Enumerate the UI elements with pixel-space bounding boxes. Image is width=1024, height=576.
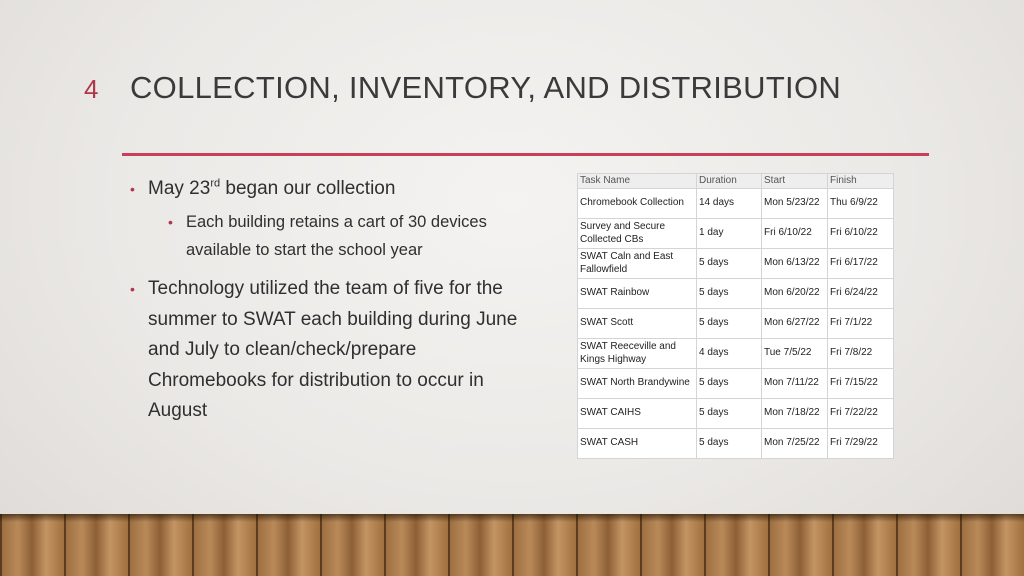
finish-cell: Fri 7/15/22 (828, 368, 894, 398)
header-start: Start (762, 174, 828, 189)
bullet-item (128, 174, 528, 204)
bullet-item (128, 274, 528, 427)
task-name-cell: SWAT Reeceville and Kings Highway (578, 338, 697, 368)
duration-cell: 1 day (697, 218, 762, 248)
start-cell: Mon 6/13/22 (762, 248, 828, 278)
start-cell: Mon 7/18/22 (762, 398, 828, 428)
sub-bullet-text: Each building retains a cart of 30 devices available to start the school year (186, 213, 487, 259)
task-name-cell: Survey and Secure Collected CBs (578, 218, 697, 248)
finish-cell: Fri 6/10/22 (828, 218, 894, 248)
table-row (578, 188, 894, 218)
bullet-superscript: rd (210, 177, 221, 190)
start-cell: Fri 6/10/22 (762, 218, 828, 248)
duration-cell: 5 days (697, 308, 762, 338)
start-cell: Mon 6/27/22 (762, 308, 828, 338)
start-cell: Mon 6/20/22 (762, 278, 828, 308)
bullet-icon: • (168, 214, 173, 230)
task-name-cell: SWAT Caln and East Fallowfield (578, 248, 697, 278)
duration-cell: 5 days (697, 278, 762, 308)
finish-cell: Fri 7/8/22 (828, 338, 894, 368)
table-row (578, 368, 894, 398)
task-name-cell: Chromebook Collection (578, 188, 697, 218)
sub-bullet-item (128, 208, 528, 264)
header-duration: Duration (697, 174, 762, 189)
table-row (578, 218, 894, 248)
start-cell: Tue 7/5/22 (762, 338, 828, 368)
finish-cell: Fri 7/29/22 (828, 428, 894, 458)
schedule-table (577, 173, 894, 459)
duration-cell: 4 days (697, 338, 762, 368)
slide-number: 4 (84, 74, 99, 104)
title-divider (122, 153, 929, 156)
task-name-cell: SWAT Rainbow (578, 278, 697, 308)
duration-cell: 5 days (697, 368, 762, 398)
table-row (578, 398, 894, 428)
duration-cell: 5 days (697, 398, 762, 428)
table-row (578, 338, 894, 368)
finish-cell: Fri 7/1/22 (828, 308, 894, 338)
table-row (578, 278, 894, 308)
bullet-text-pre: May 23 (148, 178, 211, 199)
finish-cell: Fri 7/22/22 (828, 398, 894, 428)
bullet-text: Technology utilized the team of five for the summer to SWAT each building during June and July to clean/check/prepare Chromebooks for distribution to occur in August (148, 278, 518, 421)
finish-cell: Fri 6/24/22 (828, 278, 894, 308)
bullet-icon: • (130, 281, 135, 297)
slide-title: COLLECTION, INVENTORY, AND DISTRIBUTION (130, 70, 842, 105)
wood-floor-image (0, 514, 1024, 576)
task-name-cell: SWAT North Brandywine (578, 368, 697, 398)
table-header-row (578, 174, 894, 189)
table-row (578, 428, 894, 458)
task-name-cell: SWAT CASH (578, 428, 697, 458)
header-finish: Finish (828, 174, 894, 189)
table-row (578, 308, 894, 338)
duration-cell: 5 days (697, 428, 762, 458)
task-name-cell: SWAT Scott (578, 308, 697, 338)
finish-cell: Fri 6/17/22 (828, 248, 894, 278)
duration-cell: 5 days (697, 248, 762, 278)
header-task-name: Task Name (578, 174, 697, 189)
bullet-list (128, 174, 528, 431)
start-cell: Mon 5/23/22 (762, 188, 828, 218)
start-cell: Mon 7/11/22 (762, 368, 828, 398)
duration-cell: 14 days (697, 188, 762, 218)
table-row (578, 248, 894, 278)
start-cell: Mon 7/25/22 (762, 428, 828, 458)
bullet-text-post: began our collection (220, 178, 396, 199)
finish-cell: Thu 6/9/22 (828, 188, 894, 218)
task-name-cell: SWAT CAIHS (578, 398, 697, 428)
bullet-icon: • (130, 181, 135, 197)
